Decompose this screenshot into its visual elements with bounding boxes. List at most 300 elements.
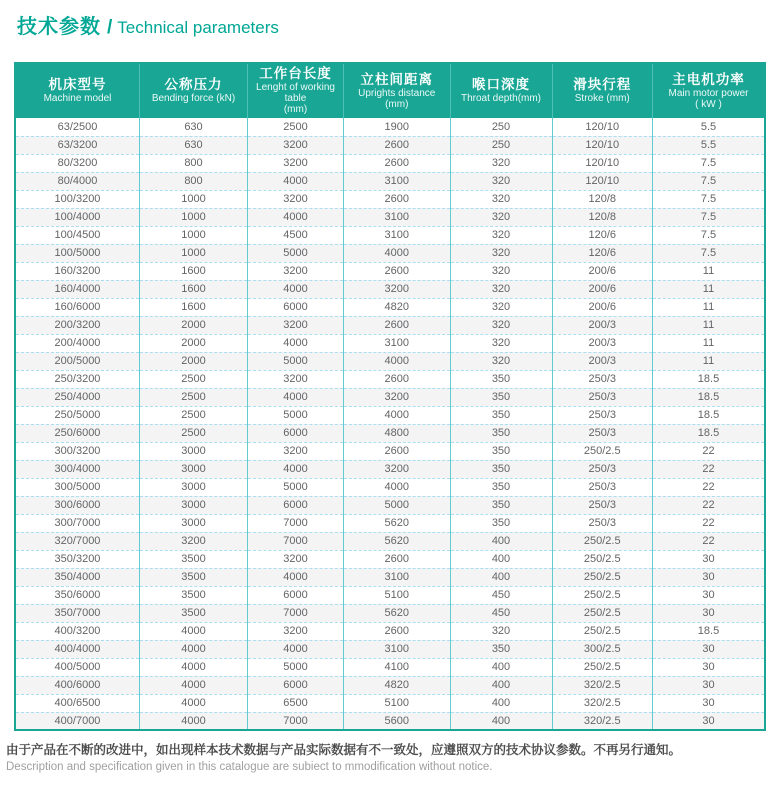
table-cell: 350 [450, 406, 552, 424]
table-cell: 6000 [248, 298, 344, 316]
table-cell: 11 [653, 334, 766, 352]
table-cell: 3200 [248, 550, 344, 568]
table-cell: 3200 [248, 190, 344, 208]
technical-parameters-table [14, 62, 766, 731]
col-header-en: Bending force (kN) [151, 93, 236, 104]
table-cell: 4000 [248, 208, 344, 226]
table-cell: 6000 [248, 586, 344, 604]
table-cell: 5000 [248, 352, 344, 370]
col-header-zh: 机床型号 [48, 77, 107, 92]
table-cell: 300/5000 [15, 478, 140, 496]
table-cell: 30 [653, 640, 766, 658]
table-row [15, 388, 765, 406]
table-cell: 200/6 [552, 280, 653, 298]
table-row [15, 694, 765, 712]
table-row [15, 190, 765, 208]
table-cell: 3100 [344, 226, 451, 244]
table-cell: 400/5000 [15, 658, 140, 676]
table-row [15, 406, 765, 424]
table-row [15, 280, 765, 298]
table-cell: 400 [450, 532, 552, 550]
table-cell: 320 [450, 334, 552, 352]
table-cell: 18.5 [653, 370, 766, 388]
page-title [0, 0, 780, 39]
table-cell: 3100 [344, 568, 451, 586]
table-row [15, 550, 765, 568]
table-cell: 120/6 [552, 226, 653, 244]
table-cell: 350 [450, 388, 552, 406]
table-cell: 200/5000 [15, 352, 140, 370]
table-cell: 250/3 [552, 424, 653, 442]
table-cell: 2500 [140, 370, 248, 388]
table-cell: 7.5 [653, 172, 766, 190]
table-row [15, 334, 765, 352]
table-cell: 18.5 [653, 406, 766, 424]
table-cell: 1000 [140, 244, 248, 262]
col-header-working-table-length [248, 63, 344, 118]
col-header-en2: ( kW ) [695, 98, 722, 110]
table-row [15, 118, 765, 136]
table-cell: 22 [653, 442, 766, 460]
table-cell: 250/3 [552, 370, 653, 388]
table-cell: 4000 [248, 172, 344, 190]
table-cell: 400/3200 [15, 622, 140, 640]
table-cell: 120/10 [552, 154, 653, 172]
table-cell: 5100 [344, 694, 451, 712]
table-cell: 400 [450, 694, 552, 712]
table-row [15, 622, 765, 640]
table-cell: 250/6000 [15, 424, 140, 442]
table-cell: 2500 [140, 406, 248, 424]
table-cell: 7000 [248, 514, 344, 532]
table-cell: 3200 [344, 460, 451, 478]
table-cell: 4820 [344, 298, 451, 316]
table-cell: 100/4500 [15, 226, 140, 244]
table-cell: 3100 [344, 334, 451, 352]
table-cell: 18.5 [653, 622, 766, 640]
table-cell: 4000 [140, 658, 248, 676]
table-row [15, 424, 765, 442]
table-cell: 4000 [248, 334, 344, 352]
table-cell: 400 [450, 550, 552, 568]
table-row [15, 460, 765, 478]
table-cell: 1900 [344, 118, 451, 136]
table-cell: 300/3200 [15, 442, 140, 460]
table-cell: 7.5 [653, 154, 766, 172]
table-cell: 120/6 [552, 244, 653, 262]
table-row [15, 496, 765, 514]
table-cell: 11 [653, 298, 766, 316]
table-cell: 1000 [140, 190, 248, 208]
table-cell: 250/2.5 [552, 442, 653, 460]
table-cell: 320 [450, 208, 552, 226]
table-cell: 3000 [140, 496, 248, 514]
table-cell: 2500 [140, 388, 248, 406]
table-cell: 4000 [344, 244, 451, 262]
table-cell: 4000 [344, 406, 451, 424]
table-row [15, 244, 765, 262]
col-header-en2: (mm) [283, 104, 308, 115]
table-cell: 350 [450, 460, 552, 478]
col-header-en: Throat depth(mm) [460, 93, 542, 104]
table-cell: 250/3 [552, 388, 653, 406]
table-cell: 6000 [248, 496, 344, 514]
table-cell: 320 [450, 298, 552, 316]
table-cell: 4000 [140, 622, 248, 640]
table-cell: 800 [140, 172, 248, 190]
table-cell: 3200 [248, 136, 344, 154]
table-cell: 100/5000 [15, 244, 140, 262]
col-header-en: Lenght of working table [256, 82, 335, 104]
table-row [15, 442, 765, 460]
col-header-en: Main motor power [668, 87, 749, 99]
col-header-main-motor-power [653, 63, 766, 118]
table-cell: 5620 [344, 532, 451, 550]
table-cell: 30 [653, 586, 766, 604]
table-cell: 400 [450, 712, 552, 730]
table-cell: 5000 [248, 478, 344, 496]
table-cell: 63/2500 [57, 120, 98, 133]
table-cell: 2600 [344, 370, 451, 388]
table-cell: 320 [450, 622, 552, 640]
table-cell: 200/3 [552, 352, 653, 370]
table-cell: 22 [653, 496, 766, 514]
table-cell: 5620 [344, 604, 451, 622]
table-cell: 350 [450, 442, 552, 460]
col-header-en: Machine model [43, 93, 112, 104]
table-cell: 30 [653, 604, 766, 622]
table-cell: 7.5 [653, 226, 766, 244]
table-cell: 2600 [344, 190, 451, 208]
table-cell: 5100 [344, 586, 451, 604]
table-cell: 4000 [140, 676, 248, 694]
table-cell: 4000 [140, 640, 248, 658]
table-cell: 1000 [140, 208, 248, 226]
table-cell: 350 [450, 514, 552, 532]
table-cell: 630 [140, 118, 248, 136]
table-cell: 2600 [344, 316, 451, 334]
table-cell: 120/10 [552, 172, 653, 190]
table-cell: 11 [653, 352, 766, 370]
table-cell: 320 [450, 262, 552, 280]
table-cell: 320/2.5 [552, 712, 653, 730]
table-cell: 320 [450, 280, 552, 298]
table-cell: 3200 [344, 280, 451, 298]
table-cell: 5000 [248, 244, 344, 262]
table-cell: 11 [653, 262, 766, 280]
table-row [15, 298, 765, 316]
table-cell: 250/2.5 [552, 622, 653, 640]
table-cell: 3000 [140, 460, 248, 478]
table-cell: 3200 [248, 154, 344, 172]
table-cell: 250/3200 [15, 370, 140, 388]
table-cell: 3100 [344, 172, 451, 190]
table-cell: 5000 [344, 496, 451, 514]
col-header-bending-force [140, 63, 248, 118]
table-cell: 2600 [344, 136, 451, 154]
table-cell: 250/2.5 [552, 532, 653, 550]
table-row [15, 640, 765, 658]
table-cell: 7.5 [653, 208, 766, 226]
table-cell: 400/6500 [15, 694, 140, 712]
table-header-row [15, 63, 765, 118]
table-cell: 300/7000 [15, 514, 140, 532]
disclaimer [6, 743, 766, 774]
table-cell: 4500 [248, 226, 344, 244]
table-cell: 4000 [248, 388, 344, 406]
table-cell: 1600 [140, 298, 248, 316]
table-cell: 63/3200 [15, 136, 140, 154]
table-cell: 4000 [140, 694, 248, 712]
table-cell: 3000 [140, 478, 248, 496]
table-row [15, 676, 765, 694]
table-cell: 1000 [140, 226, 248, 244]
table-cell: 4000 [344, 478, 451, 496]
table-row [15, 586, 765, 604]
table-row [15, 154, 765, 172]
table-cell: 4820 [344, 676, 451, 694]
table-cell: 7000 [248, 532, 344, 550]
table-row [15, 136, 765, 154]
table-cell: 4000 [248, 568, 344, 586]
table-cell: 3500 [140, 550, 248, 568]
col-header-uprights-distance [344, 63, 451, 118]
table-cell: 30 [653, 658, 766, 676]
table-cell: 800 [140, 154, 248, 172]
table-cell: 400/7000 [15, 712, 140, 730]
table-cell: 320 [450, 154, 552, 172]
table-cell: 320/2.5 [552, 694, 653, 712]
table-cell: 2500 [140, 424, 248, 442]
table-cell: 200/3200 [15, 316, 140, 334]
col-header-zh: 公称压力 [164, 77, 223, 92]
table-row [15, 712, 765, 730]
table-cell: 3500 [140, 586, 248, 604]
table-cell: 120/10 [552, 136, 653, 154]
table-cell: 350/7000 [15, 604, 140, 622]
table-cell: 120/8 [552, 190, 653, 208]
table-cell: 3200 [248, 370, 344, 388]
table-cell: 30 [653, 712, 766, 730]
table-cell: 200/6 [552, 298, 653, 316]
table-cell: 3200 [248, 262, 344, 280]
table-cell: 320 [450, 352, 552, 370]
disclaimer-en: Description and specification given in this catalogue are subiect to mmodification without notice. [6, 761, 493, 773]
table-row [15, 370, 765, 388]
table-row [15, 262, 765, 280]
table-header [15, 63, 765, 118]
table-cell: 3500 [140, 568, 248, 586]
table-cell: 3500 [140, 604, 248, 622]
table-cell: 5620 [344, 514, 451, 532]
table-row [15, 568, 765, 586]
table-cell: 1600 [140, 280, 248, 298]
table-cell: 400 [450, 568, 552, 586]
table-cell: 5600 [344, 712, 451, 730]
table-cell: 350 [450, 496, 552, 514]
table-cell: 5000 [248, 406, 344, 424]
table-cell: 11 [653, 280, 766, 298]
table-cell: 320/2.5 [552, 676, 653, 694]
table-cell: 4000 [344, 352, 451, 370]
disclaimer-zh: 由于产品在不断的改进中，如出现样本技术数据与产品实际数据有不一致处，应遵照双方的技术协议参数。不再另行通知。 [6, 743, 682, 757]
table-cell: 80/3200 [15, 154, 140, 172]
table-cell: 250 [450, 136, 552, 154]
table-cell: 300/6000 [15, 496, 140, 514]
table-cell: 18.5 [653, 424, 766, 442]
table-cell: 250/2.5 [552, 604, 653, 622]
table-cell: 2000 [140, 352, 248, 370]
table-cell: 250/4000 [15, 388, 140, 406]
col-header-en2: (mm) [385, 98, 409, 110]
table-cell: 200/4000 [15, 334, 140, 352]
table-row [15, 658, 765, 676]
table-cell: 7.5 [653, 244, 766, 262]
col-header-zh: 喉口深度 [472, 77, 530, 92]
col-header-throat-depth [450, 63, 552, 118]
table-cell: 350 [450, 370, 552, 388]
table-row [15, 478, 765, 496]
table-cell: 320 [450, 190, 552, 208]
table-cell: 200/3 [552, 316, 653, 334]
table-cell: 3200 [248, 442, 344, 460]
table-cell: 7000 [248, 712, 344, 730]
table-cell: 400/4000 [15, 640, 140, 658]
table-cell: 3000 [140, 514, 248, 532]
table-row [15, 352, 765, 370]
table-cell: 6000 [248, 424, 344, 442]
table-cell: 320 [450, 226, 552, 244]
table-cell: 250/3 [552, 460, 653, 478]
page-title-en: Technical parameters [117, 18, 279, 37]
table-cell: 160/4000 [15, 280, 140, 298]
table-cell: 450 [450, 586, 552, 604]
table-cell: 100/4000 [15, 208, 140, 226]
col-header-zh: 立柱间距离 [360, 71, 433, 87]
table-cell: 3200 [140, 532, 248, 550]
table-cell: 320/7000 [15, 532, 140, 550]
table-cell: 5.5 [653, 118, 766, 136]
table-cell: 2000 [140, 334, 248, 352]
table-cell: 250/3 [552, 478, 653, 496]
table-cell: 630 [140, 136, 248, 154]
col-header-zh: 滑块行程 [573, 77, 632, 92]
table-cell: 400 [450, 676, 552, 694]
table-cell: 300/4000 [15, 460, 140, 478]
table-cell: 30 [653, 550, 766, 568]
table-cell: 250/3 [552, 514, 653, 532]
table-cell: 160/6000 [15, 298, 140, 316]
table-row [15, 226, 765, 244]
table-cell: 4100 [344, 658, 451, 676]
table-cell: 30 [653, 568, 766, 586]
table-cell: 7000 [248, 604, 344, 622]
table-cell: 350/3200 [15, 550, 140, 568]
table-cell: 200/6 [552, 262, 653, 280]
col-header-en: Uprights distance [358, 87, 436, 99]
table-cell: 450 [450, 604, 552, 622]
table-cell: 4000 [140, 712, 248, 730]
table-cell: 3100 [344, 208, 451, 226]
table-row [15, 532, 765, 550]
table-cell: 120/10 [552, 118, 653, 136]
table-row [15, 316, 765, 334]
table-row [15, 514, 765, 532]
table-cell: 250/2.5 [552, 568, 653, 586]
col-header-en: Stroke (mm) [574, 93, 630, 104]
table-cell: 250/5000 [15, 406, 140, 424]
table-cell: 30 [653, 676, 766, 694]
table-cell: 350/4000 [15, 568, 140, 586]
table-cell: 3000 [140, 442, 248, 460]
table-cell: 3100 [344, 640, 451, 658]
table-cell: 400/6000 [15, 676, 140, 694]
table-cell: 250/3 [552, 496, 653, 514]
table-cell: 160/3200 [15, 262, 140, 280]
table-cell: 80/4000 [15, 172, 140, 190]
table-cell: 320 [450, 244, 552, 262]
table-cell: 250/2.5 [552, 658, 653, 676]
table-cell: 350/6000 [15, 586, 140, 604]
table-cell: 30 [653, 694, 766, 712]
table-cell: 100/3200 [15, 190, 140, 208]
table-cell: 5000 [248, 658, 344, 676]
table-cell: 320 [450, 172, 552, 190]
table-cell: 350 [450, 478, 552, 496]
table-cell: 6500 [248, 694, 344, 712]
table-cell: 2600 [344, 442, 451, 460]
table-cell: 3200 [344, 388, 451, 406]
table-cell: 7.5 [653, 190, 766, 208]
table-cell: 250/2.5 [552, 550, 653, 568]
table-cell: 1600 [140, 262, 248, 280]
col-header-stroke [552, 63, 653, 118]
table-row [15, 172, 765, 190]
table-cell: 6000 [248, 676, 344, 694]
table-cell: 250/3 [552, 406, 653, 424]
table-cell: 3200 [248, 622, 344, 640]
table-cell: 4800 [344, 424, 451, 442]
table-cell: 2600 [344, 262, 451, 280]
table-cell: 4000 [248, 460, 344, 478]
table-cell: 250/2.5 [552, 586, 653, 604]
table-cell: 22 [653, 460, 766, 478]
table-cell: 4000 [248, 640, 344, 658]
table-cell: 18.5 [653, 388, 766, 406]
table-cell: 250 [450, 118, 552, 136]
col-header-zh: 主电机功率 [672, 71, 745, 87]
table-cell: 350 [450, 640, 552, 658]
table-cell: 120/8 [552, 208, 653, 226]
table-cell: 200/3 [552, 334, 653, 352]
table-cell: 2500 [248, 118, 344, 136]
table-cell: 22 [653, 532, 766, 550]
table-cell: 320 [450, 316, 552, 334]
table-body [15, 118, 765, 730]
table-cell: 22 [653, 514, 766, 532]
table-row [15, 208, 765, 226]
table-cell: 2600 [344, 550, 451, 568]
table-cell: 2600 [344, 622, 451, 640]
title-divider: / [107, 17, 113, 38]
table-row [15, 604, 765, 622]
table-cell: 5.5 [653, 136, 766, 154]
table-cell: 4000 [248, 280, 344, 298]
table-cell: 3200 [248, 316, 344, 334]
table-cell: 2600 [344, 154, 451, 172]
table-cell: 2000 [140, 316, 248, 334]
table-cell: 350 [450, 424, 552, 442]
